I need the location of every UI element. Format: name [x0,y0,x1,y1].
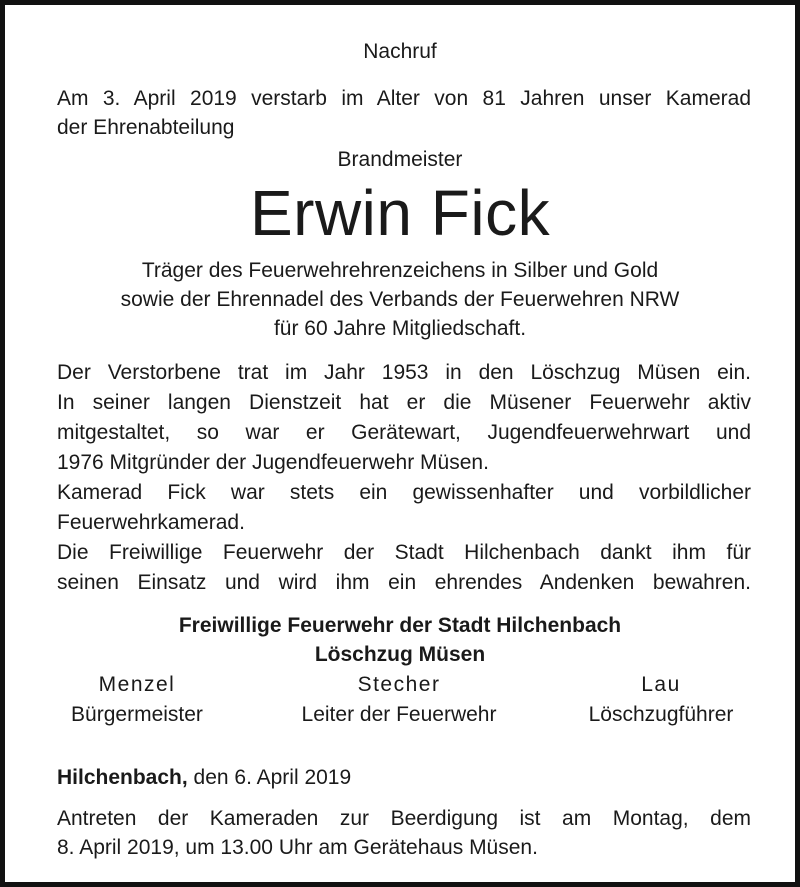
body-line-3: mitgestaltet, so war er Gerätewart, Jugendfeuerwehrwart und [57,421,751,444]
honors-line-2: sowie der Ehrennadel des Verbands der Feuerwehren NRW [120,288,680,311]
funeral-line-2: 8. April 2019, um 13.00 Uhr am Gerätehaus Müsen. [57,836,538,859]
body-line-7: Die Freiwillige Feuerwehr der Stadt Hilchenbach dankt ihm für [57,541,751,564]
organization: Freiwillige Feuerwehr der Stadt Hilchenbach [178,614,622,637]
place: Hilchenbach, [57,766,188,789]
intro-line-2: der Ehrenabteilung [57,116,235,139]
honors-line-3: für 60 Jahre Mitgliedschaft. [273,317,527,340]
heading: Nachruf [363,40,437,63]
intro-line-1: Am 3. April 2019 verstarb im Alter von 81 Jahren unser Kamerad [57,87,751,110]
date: den 6. April 2019 [193,766,352,789]
body-line-1: Der Verstorbene trat im Jahr 1953 in den Löschzug Müsen ein. [57,361,751,384]
body-line-5: Kamerad Fick war stets ein gewissenhafter und vorbildlicher [57,481,751,504]
funeral-line-1: Antreten der Kameraden zur Beerdigung ist am Montag, dem [57,807,751,830]
signatory-title-1: Bürgermeister [71,703,203,726]
signatory-title-2: Leiter der Feuerwehr [301,703,497,726]
rank: Brandmeister [337,148,463,171]
signatory-name-1: Menzel [98,673,176,696]
unit: Löschzug Müsen [314,643,486,666]
body-line-2: In seiner langen Dienstzeit hat er die Müsener Feuerwehr aktiv [57,391,751,414]
signatory-name-2: Stecher [357,673,441,696]
signatory-title-3: Löschzugführer [588,703,734,726]
deceased-name: Erwin Fick [249,177,551,249]
body-line-4: 1976 Mitgründer der Jugendfeuerwehr Müsen. [57,451,489,474]
body-line-6: Feuerwehrkamerad. [57,511,245,534]
place-date [57,764,351,792]
signatory-name-3: Lau [641,673,681,696]
honors-line-1: Träger des Feuerwehrehrenzeichens in Silber und Gold [141,259,659,282]
body-line-8: seinen Einsatz und wird ihm ein ehrendes Andenken bewahren. [57,571,751,594]
